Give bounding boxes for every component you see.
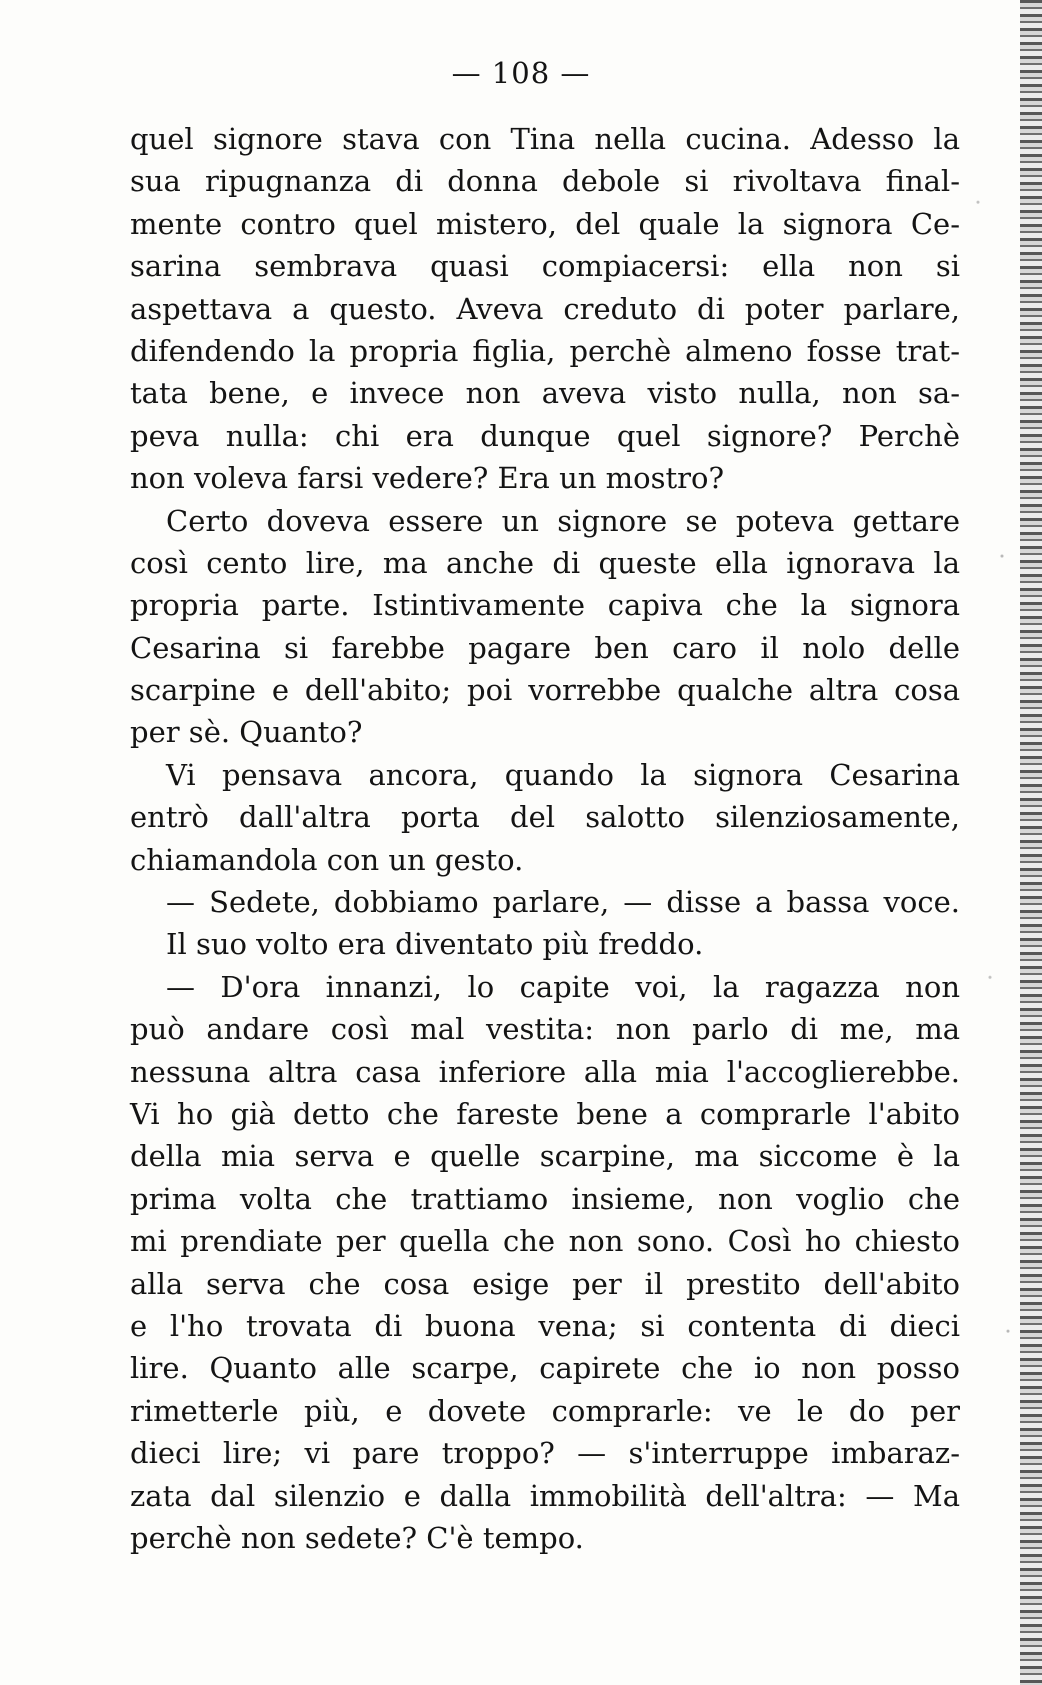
body-text [130, 118, 960, 1559]
text-line: mi prendiate per quella che non sono. Così ho chiesto [130, 1224, 960, 1259]
page-number: — 108 — [451, 56, 591, 90]
text-line: perchè non sedete? C'è tempo. [130, 1520, 584, 1555]
text-line: sua ripugnanza di donna debole si rivoltava final- [130, 164, 960, 199]
text-line: lire. Quanto alle scarpe, capirete che io non posso [130, 1351, 960, 1386]
text-line: non voleva farsi vedere? Era un mostro? [130, 461, 725, 496]
text-line: propria parte. Istintivamente capiva che la signora [130, 588, 960, 623]
text-line: Vi pensava ancora, quando la signora Cesarina [166, 757, 960, 792]
scan-speckle [960, 0, 1020, 1685]
text-line: può andare così mal vestita: non parlo di me, ma [130, 1012, 960, 1047]
text-line: Certo doveva essere un signore se poteva gettare [166, 503, 960, 538]
text-line: scarpine e dell'abito; poi vorrebbe qualche altra cosa [130, 673, 960, 708]
text-line: zata dal silenzio e dalla immobilità dell'altra: — Ma [130, 1478, 960, 1513]
text-line: peva nulla: chi era dunque quel signore? Perchè [130, 418, 960, 453]
text-line: della mia serva e quelle scarpine, ma siccome è la [130, 1139, 960, 1174]
text-line: alla serva che cosa esige per il prestito dell'abito [130, 1266, 960, 1301]
text-line: chiamandola con un gesto. [130, 842, 524, 877]
text-line: dieci lire; vi pare troppo? — s'interruppe imbaraz- [130, 1436, 960, 1471]
text-line: rimetterle più, e dovete comprarle: ve le do per [130, 1393, 960, 1428]
text-line: — D'ora innanzi, lo capite voi, la ragazza non [166, 969, 960, 1004]
text-line: così cento lire, ma anche di queste ella ignorava la [130, 545, 960, 580]
text-line: nessuna altra casa inferiore alla mia l'accoglierebbe. [130, 1054, 960, 1089]
text-line: mente contro quel mistero, del quale la signora Ce- [130, 206, 960, 241]
binding-edge [1020, 0, 1042, 1685]
text-line: tata bene, e invece non aveva visto nulla, non sa- [130, 376, 960, 411]
text-line: e l'ho trovata di buona vena; si contenta di dieci [130, 1308, 960, 1343]
text-line: per sè. Quanto? [130, 715, 363, 750]
text-line: difendendo la propria figlia, perchè almeno fosse trat- [130, 333, 960, 368]
text-line: sarina sembrava quasi compiacersi: ella non si [130, 249, 960, 284]
text-line: Cesarina si farebbe pagare ben caro il nolo delle [130, 630, 960, 665]
text-line: prima volta che trattiamo insieme, non voglio che [130, 1181, 960, 1216]
text-line: Vi ho già detto che fareste bene a comprarle l'abito [130, 1096, 960, 1131]
text-line: entrò dall'altra porta del salotto silenziosamente, [130, 800, 960, 835]
text-line: quel signore stava con Tina nella cucina. Adesso la [130, 122, 960, 156]
text-line: aspettava a questo. Aveva creduto di poter parlare, [130, 291, 960, 326]
text-line: Il suo volto era diventato più freddo. [166, 927, 704, 962]
text-line: — Sedete, dobbiamo parlare, — disse a bassa voce. [166, 885, 960, 920]
